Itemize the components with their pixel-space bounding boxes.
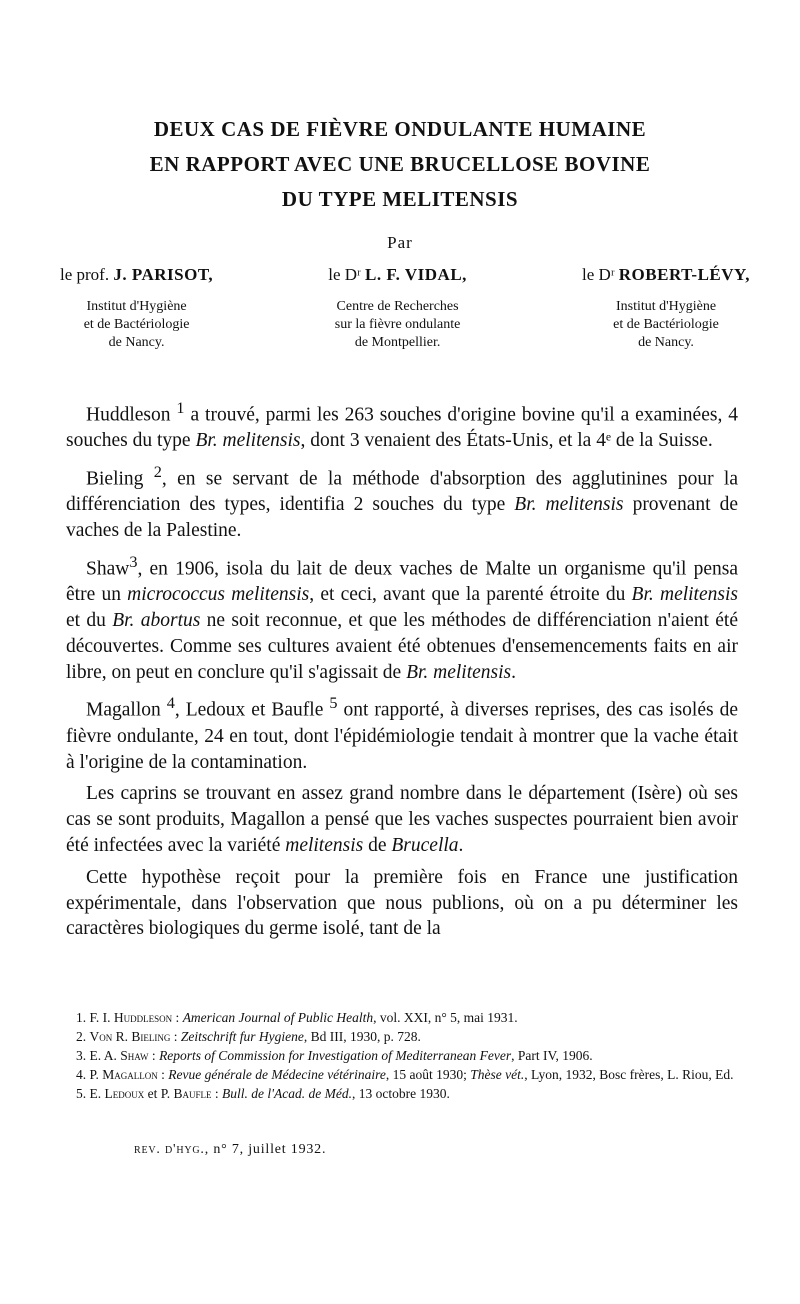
text-run: . (511, 661, 517, 683)
footnote-source: Thèse vét. (470, 1067, 525, 1082)
title-line-3: DU TYPE MELITENSIS (281, 187, 519, 211)
footnote-number: 5. (76, 1086, 90, 1101)
author-prefix: le Dʳ (328, 265, 366, 284)
footnote-ref: 3 (129, 552, 138, 571)
text-run: et (144, 1086, 161, 1101)
paragraph-4 (66, 691, 738, 775)
author-vidal (328, 264, 467, 352)
text-run: , Ledoux et Baufle (174, 699, 330, 721)
italic-run: melitensis (285, 834, 364, 856)
footnote-number: 1. (76, 1010, 90, 1025)
footnote-author: Von R. Bieling (89, 1029, 171, 1044)
text-run: Magallon (86, 699, 167, 721)
text-run: . (458, 834, 464, 856)
text-run: , et ceci, avant que la parenté étroite du (309, 584, 632, 606)
footnotes (66, 1008, 738, 1103)
text-run: : (211, 1086, 223, 1101)
paragraph-2 (66, 460, 738, 544)
affiliation-line: Institut d'Hygiène (86, 299, 187, 314)
text-run: ne soit reconnue, et que les méthodes de différenciation n'aient été découvertes. Comme ses cultures avaient été obtenues d'ensemencements faits en air libre, on peut en conclure qu'il s'agissait de (66, 610, 739, 683)
text-run: , Part IV, 1906. (511, 1048, 593, 1063)
footnote-number: 3. (76, 1048, 90, 1063)
footnote-source: Zeitschrift fur Hygiene (180, 1029, 304, 1044)
paragraph-3 (66, 550, 738, 685)
text-run: Bieling (86, 468, 154, 490)
issue-info: , n° 7, juillet 1932. (204, 1142, 327, 1157)
author-affiliation (60, 298, 213, 352)
title-line-1: DEUX CAS DE FIÈVRE ONDULANTE HUMAINE (153, 117, 647, 141)
author-surname: ROBERT-LÉVY, (618, 265, 750, 284)
footnote-author: E. Ledoux (89, 1086, 145, 1101)
affiliation-line: Centre de Recherches (336, 299, 459, 314)
author-surname: J. PARISOT, (113, 265, 214, 284)
footnote-author: P. Baufle (160, 1086, 212, 1101)
text-run: provenant de vaches de la Palestine. (66, 494, 738, 542)
affiliation-line: de Montpellier. (354, 335, 441, 350)
italic-run: Br. melitensis (631, 584, 738, 606)
affiliation-line: et de Bactériologie (83, 317, 190, 332)
footnote-ref: 4 (166, 694, 175, 713)
footnote-1 (66, 1008, 738, 1027)
italic-run: Br. melitensis (406, 661, 512, 683)
paragraph-5 (66, 781, 738, 858)
text-run: a trouvé, parmi les 263 souches d'origine bovine qu'il a examinées, 4 souches du type (66, 404, 738, 452)
text-run: et du (66, 610, 113, 632)
author-name (582, 264, 750, 286)
italic-run: Br. abortus (112, 610, 201, 632)
footnote-ref: 1 (176, 399, 185, 417)
author-parisot (60, 264, 213, 352)
article-title (60, 112, 740, 217)
footnote-4 (66, 1065, 738, 1084)
text-run: Cette hypothèse reçoit pour la première fois en France une justification expérimentale, dans l'observation que nous publions, où on a pu déterminer les caractères biologiques du germe isolé, tant de la (66, 866, 738, 940)
footnote-number: 4. (76, 1067, 90, 1082)
italic-run: micrococcus melitensis (127, 584, 310, 606)
footnote-source: Reports of Commission for Investigation of Mediterranean Fever (159, 1048, 512, 1063)
footnote-author: E. A. Shaw (89, 1048, 149, 1063)
text-run: , en se servant de la méthode d'absorption des agglutinines pour la différenciation des types, identifia 2 souches du type (66, 468, 738, 516)
page-footer (134, 1142, 326, 1158)
text-run: , dont 3 venaient des États-Unis, et la 4ᵉ de la Suisse. (300, 430, 713, 452)
footnote-source: American Journal of Public Health (182, 1010, 374, 1025)
author-list (60, 264, 750, 352)
italic-run: Br. melitensis (195, 430, 301, 452)
text-run: : (148, 1048, 160, 1063)
footnote-source: Revue générale de Médecine vétérinaire (168, 1067, 386, 1082)
journal-abbrev: rev. d'hyg. (134, 1142, 205, 1157)
author-affiliation (582, 298, 750, 352)
text-run: , vol. XXI, n° 5, mai 1931. (373, 1010, 518, 1025)
footnote-ref: 5 (329, 694, 338, 713)
affiliation-line: sur la fièvre ondulante (334, 317, 461, 332)
article-body (66, 396, 738, 942)
author-prefix: le prof. (60, 265, 114, 284)
author-affiliation (328, 298, 467, 352)
author-prefix: le Dʳ (582, 265, 619, 284)
author-surname: L. F. VIDAL, (365, 265, 467, 284)
footnote-author: F. I. Huddleson (89, 1010, 173, 1025)
footnote-ref: 2 (153, 463, 162, 482)
title-line-2: EN RAPPORT AVEC UNE BRUCELLOSE BOVINE (149, 152, 651, 176)
affiliation-line: de Nancy. (108, 335, 165, 350)
text-run: : (170, 1029, 181, 1044)
footnote-2 (66, 1027, 738, 1046)
paragraph-1 (66, 396, 738, 454)
footnote-number: 2. (76, 1029, 90, 1044)
footnote-3 (66, 1046, 738, 1065)
italic-run: Brucella (391, 834, 459, 856)
text-run: , Lyon, 1932, Bosc frères, L. Riou, Ed. (524, 1067, 734, 1082)
affiliation-line: de Nancy. (638, 335, 694, 350)
footnote-author: P. Magallon (89, 1067, 158, 1082)
footnote-5 (66, 1084, 738, 1103)
text-run: Shaw (86, 558, 130, 580)
text-run: Les caprins se trouvant en assez grand nombre dans le département (Isère) où ses cas se sont produits, Magallon a pensé que les vaches suspectes pourraient bien avoir été infectées avec la variété (66, 783, 738, 856)
author-robert-levy (582, 264, 750, 352)
author-name (60, 264, 213, 286)
text-run: , 13 octobre 1930. (352, 1086, 450, 1101)
text-run: , Bd III, 1930, p. 728. (303, 1029, 421, 1044)
paragraph-6 (66, 865, 738, 942)
italic-run: Br. melitensis (514, 494, 624, 516)
text-run: : (172, 1010, 183, 1025)
by-label: Par (387, 233, 413, 252)
text-run: ont rapporté, à diverses reprises, des cas isolés de fièvre ondulante, 24 en tout, dont l'épidémiologie tendait à montrer que la vache était à l'origine de la contamination. (66, 699, 738, 773)
affiliation-line: Institut d'Hygiène (615, 299, 717, 314)
affiliation-line: et de Bactériologie (613, 317, 719, 332)
author-name (328, 264, 467, 286)
text-run: , en 1906, isola du lait de deux vaches de Malte un organisme qu'il pensa être un (66, 558, 738, 606)
text-run: , 15 août 1930; (385, 1067, 471, 1082)
footnote-source: Bull. de l'Acad. de Méd. (222, 1086, 353, 1101)
text-run: : (157, 1067, 169, 1082)
text-run: Huddleson (86, 404, 177, 426)
text-run: de (363, 834, 392, 856)
